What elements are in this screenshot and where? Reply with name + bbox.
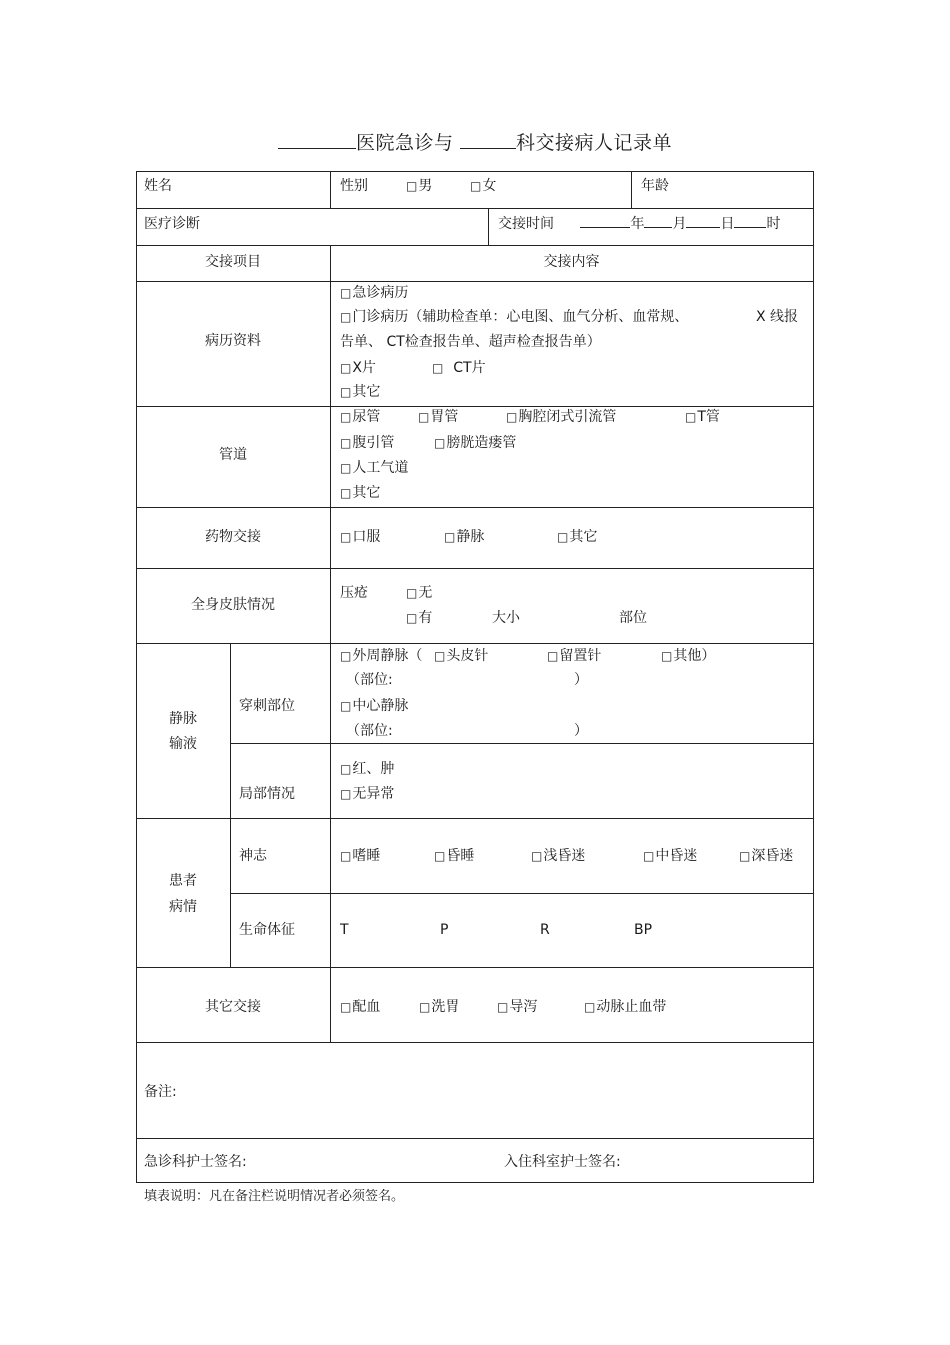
mid-coma-option[interactable]: □中昏迷	[643, 848, 698, 864]
ct-film-option[interactable]: □ CT片	[432, 360, 486, 376]
no-abnormal-option[interactable]: □无异常	[340, 786, 395, 802]
oral-med-option[interactable]: □口服	[340, 529, 381, 545]
diagnosis-label: 医疗诊断	[144, 216, 200, 232]
checkbox[interactable]: □	[432, 361, 444, 375]
tubes-other-option[interactable]: □其它	[340, 485, 381, 501]
checkbox[interactable]: □	[419, 1000, 431, 1014]
checkbox[interactable]: □	[497, 1000, 509, 1014]
local-condition-label: 局部情况	[239, 786, 295, 802]
abdominal-drain-option[interactable]: □腹引管	[340, 435, 395, 451]
chest-drain-option[interactable]: □胸腔闭式引流管	[506, 409, 617, 425]
catharsis-option[interactable]: □导泻	[497, 999, 538, 1015]
checkbox[interactable]: □	[340, 699, 352, 713]
grid-line	[136, 818, 814, 819]
checkbox[interactable]: □	[685, 410, 697, 424]
checkbox[interactable]: □	[531, 849, 543, 863]
checkbox[interactable]: □	[340, 787, 352, 801]
puncture-site-label: 穿刺部位	[239, 698, 295, 714]
checkbox[interactable]: □	[340, 530, 352, 544]
vitals-label: 生命体征	[239, 922, 295, 938]
grid-line	[136, 1042, 814, 1043]
gender-label: 性别	[340, 178, 368, 194]
female-option[interactable]: □女	[470, 178, 497, 194]
name-label: 姓名	[144, 178, 172, 194]
records-label: 病历资料	[205, 333, 261, 349]
vital-blood-pressure[interactable]: BP	[634, 922, 653, 938]
header-item: 交接项目	[205, 254, 261, 270]
grid-line	[136, 245, 814, 246]
grid-line	[136, 1182, 814, 1183]
year-blank[interactable]	[580, 213, 630, 228]
light-coma-option[interactable]: □浅昏迷	[531, 848, 586, 864]
op-record-option[interactable]: □门诊病历（辅助检查单：心电图、血气分析、血常规、	[340, 309, 689, 325]
tubes-label: 管道	[219, 447, 247, 463]
central-vein-option[interactable]: □中心静脉	[340, 698, 409, 714]
grid-line	[136, 281, 814, 282]
checkbox[interactable]: □	[340, 286, 352, 300]
checkbox[interactable]: □	[340, 361, 352, 375]
blood-match-option[interactable]: □配血	[340, 999, 381, 1015]
patient-label-2: 病情	[169, 899, 197, 915]
grid-line	[136, 507, 814, 508]
peripheral-site-close: ）	[574, 672, 588, 688]
grid-line	[488, 208, 489, 245]
er-record-option[interactable]: □急诊病历	[340, 285, 409, 301]
grid-line	[136, 967, 814, 968]
checkbox[interactable]: □	[444, 530, 456, 544]
pressure-none-option[interactable]: □无	[406, 585, 433, 601]
skin-label: 全身皮肤情况	[191, 597, 275, 613]
urinary-tube-option[interactable]: □尿管	[340, 409, 381, 425]
pressure-yes-option[interactable]: □有	[406, 610, 433, 626]
checkbox[interactable]: □	[340, 385, 352, 399]
gastric-lavage-option[interactable]: □洗胃	[419, 999, 460, 1015]
hospital-blank[interactable]	[278, 130, 356, 149]
records-other-option[interactable]: □其它	[340, 384, 381, 400]
checkbox[interactable]: □	[340, 762, 352, 776]
vital-pulse[interactable]: P	[440, 922, 449, 938]
grid-line	[136, 171, 814, 172]
patient-label-1: 患者	[169, 873, 197, 889]
vital-respiration[interactable]: R	[540, 922, 550, 938]
checkbox[interactable]: □	[406, 611, 418, 625]
peripheral-site-open: （部位:	[346, 672, 393, 688]
grid-line	[330, 171, 331, 208]
checkbox[interactable]: □	[418, 410, 430, 424]
checkbox[interactable]: □	[406, 586, 418, 600]
footer-note: 填表说明：凡在备注栏说明情况者必须签名。	[144, 1189, 405, 1204]
grid-line	[136, 568, 814, 569]
checkbox[interactable]: □	[340, 1000, 352, 1014]
other-needle-option[interactable]: □其他）	[661, 648, 716, 664]
peripheral-vein-option[interactable]: □外周静脉（	[340, 648, 423, 664]
infusion-label-1: 静脉	[169, 711, 197, 727]
grid-line	[230, 643, 231, 967]
handover-time: 交接时间 年 月 日 时	[498, 212, 780, 236]
meds-label: 药物交接	[205, 529, 261, 545]
checkbox[interactable]: □	[506, 410, 518, 424]
title-part2: 科交接病人记录单	[516, 132, 673, 154]
consciousness-label: 神志	[239, 848, 267, 864]
checkbox[interactable]: □	[434, 649, 446, 663]
checkbox[interactable]: □	[340, 486, 352, 500]
form-title	[0, 128, 950, 155]
month-blank[interactable]	[644, 213, 672, 228]
central-site-open: （部位:	[346, 723, 393, 739]
checkbox[interactable]: □	[340, 849, 352, 863]
other-handover-label: 其它交接	[205, 999, 261, 1015]
artificial-airway-option[interactable]: □人工气道	[340, 460, 409, 476]
er-nurse-signature-label: 急诊科护士签名:	[144, 1154, 247, 1170]
pressure-sore-label: 压疮	[340, 585, 368, 601]
grid-line	[136, 1138, 814, 1139]
other-med-option[interactable]: □其它	[557, 529, 598, 545]
age-label: 年龄	[641, 178, 669, 194]
checkbox[interactable]: □	[557, 530, 569, 544]
deep-coma-option[interactable]: □深昏迷	[739, 848, 794, 864]
checkbox[interactable]: □	[661, 649, 673, 663]
checkbox[interactable]: □	[340, 461, 352, 475]
checkbox-female[interactable]: □	[470, 179, 482, 193]
checkbox[interactable]: □	[643, 849, 655, 863]
checkbox-male[interactable]: □	[406, 179, 418, 193]
title-part1: 医院急诊与	[355, 132, 454, 154]
infusion-label-2: 输液	[169, 736, 197, 752]
ward-nurse-signature-label: 入住科室护士签名:	[504, 1154, 621, 1170]
day-blank[interactable]	[686, 213, 720, 228]
department-blank[interactable]	[460, 130, 516, 149]
grid-line	[230, 743, 814, 744]
cystostomy-tube-option[interactable]: □膀胱造瘘管	[434, 435, 517, 451]
lethargy-option[interactable]: □嗜睡	[340, 848, 381, 864]
checkbox[interactable]: □	[340, 436, 352, 450]
indwelling-needle-option[interactable]: □留置针	[547, 648, 602, 664]
checkbox[interactable]: □	[547, 649, 559, 663]
header-content: 交接内容	[543, 254, 600, 270]
checkbox[interactable]: □	[340, 310, 352, 324]
somnolence-option[interactable]: □昏睡	[434, 848, 475, 864]
t-tube-option[interactable]: □T管	[685, 409, 720, 425]
op-record-line2: 告单、 CT检查报告单、超声检查报告单）	[340, 334, 601, 350]
op-record-xray: X 线报	[756, 309, 799, 325]
checkbox[interactable]: □	[584, 1000, 596, 1014]
checkbox[interactable]: □	[434, 436, 446, 450]
vital-temperature[interactable]: T	[340, 922, 349, 938]
pressure-size-label: 大小	[492, 610, 520, 626]
grid-line	[230, 893, 814, 894]
scalp-needle-option[interactable]: □头皮针	[434, 648, 489, 664]
red-swollen-option[interactable]: □红、肿	[340, 761, 395, 777]
central-site-close: ）	[574, 723, 588, 739]
pressure-site-label: 部位	[619, 610, 647, 626]
grid-line	[631, 171, 632, 208]
checkbox[interactable]: □	[739, 849, 751, 863]
remarks-label: 备注:	[144, 1084, 177, 1100]
grid-line	[813, 171, 814, 1182]
iv-med-option[interactable]: □静脉	[444, 529, 485, 545]
grid-line	[330, 245, 331, 1042]
checkbox[interactable]: □	[340, 410, 352, 424]
checkbox[interactable]: □	[340, 649, 352, 663]
xray-film-option[interactable]: □X片	[340, 360, 376, 376]
hour-blank[interactable]	[734, 213, 766, 228]
tourniquet-option[interactable]: □动脉止血带	[584, 999, 667, 1015]
grid-line	[136, 171, 137, 1182]
grid-line	[136, 208, 814, 209]
gastric-tube-option[interactable]: □胃管	[418, 409, 459, 425]
checkbox[interactable]: □	[434, 849, 446, 863]
male-option[interactable]: □男	[406, 178, 433, 194]
